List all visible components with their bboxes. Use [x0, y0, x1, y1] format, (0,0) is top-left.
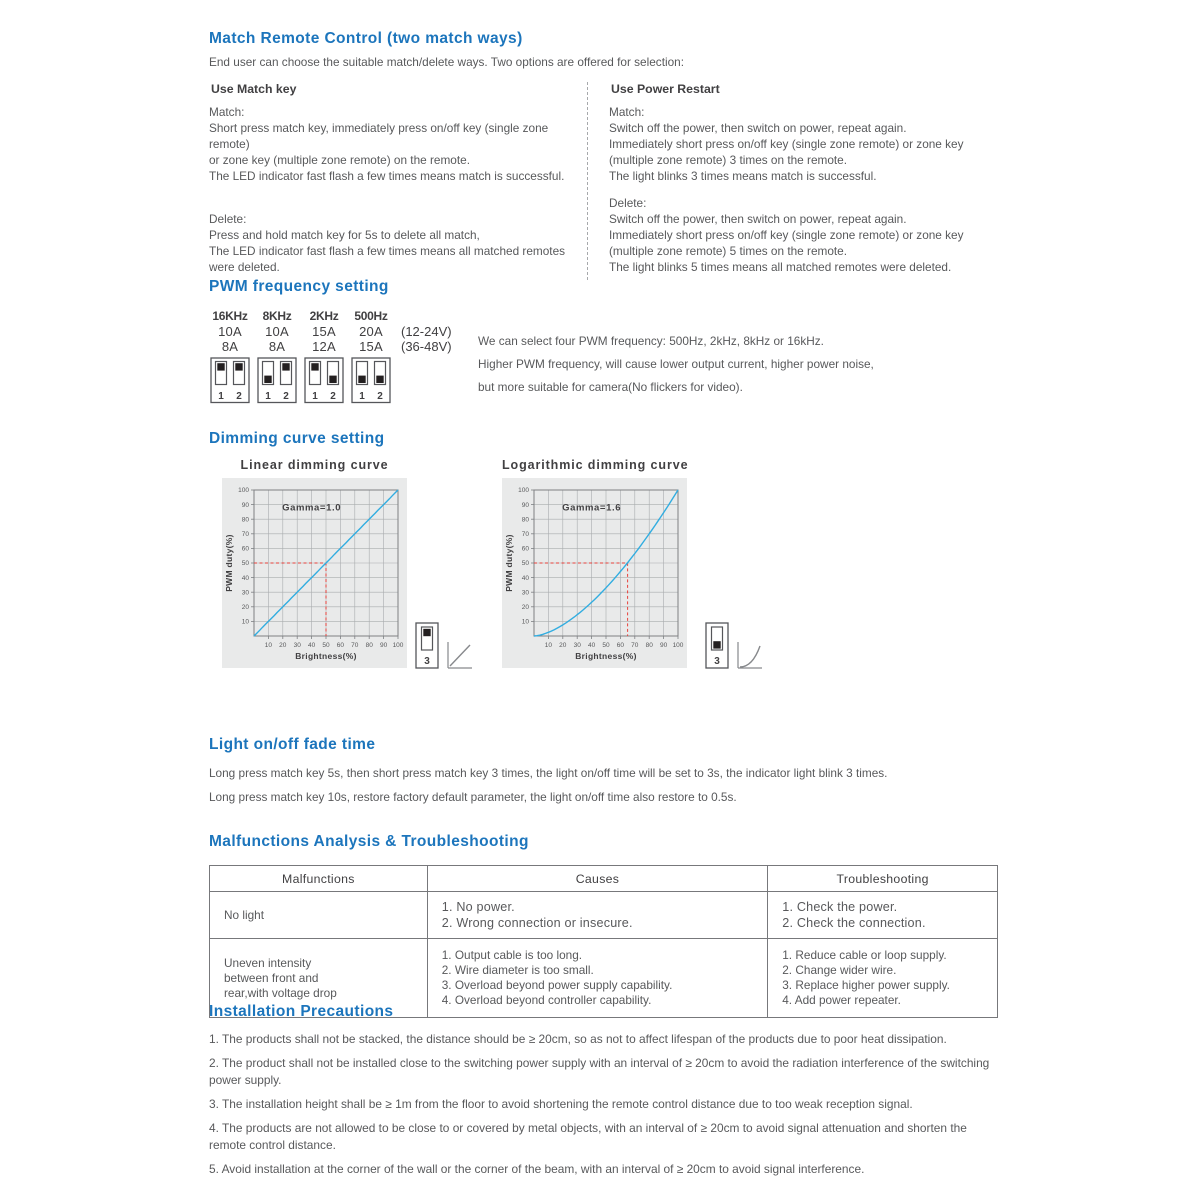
pwm-section-title: PWM frequency setting [209, 278, 389, 295]
dip-switch-icon [210, 357, 250, 404]
text-line: No light [224, 907, 264, 922]
match-lines [209, 120, 581, 184]
svg-text:50: 50 [602, 642, 610, 649]
text-line: Switch off the power, then switch on power, repeat again. [609, 212, 907, 226]
text-line: 1. Reduce cable or loop supply. [782, 947, 947, 962]
freq-label: 2KHz [309, 309, 339, 323]
svg-text:20: 20 [521, 604, 529, 611]
cell-lines [224, 908, 426, 923]
chart-plot [502, 478, 687, 668]
svg-text:80: 80 [645, 642, 653, 649]
match-instructions [209, 104, 581, 184]
svg-text:10: 10 [521, 618, 529, 626]
match-label: Match: [609, 105, 645, 119]
svg-text:60: 60 [521, 545, 529, 553]
svg-text:2: 2 [283, 391, 289, 402]
delete-instructions [609, 195, 964, 275]
svg-text:PWM duty(%): PWM duty(%) [504, 534, 514, 592]
svg-text:70: 70 [241, 531, 249, 538]
text-line: but more suitable for camera(No flickers for video). [478, 380, 743, 394]
svg-text:70: 70 [521, 531, 529, 538]
logarithmic-dimming-chart [502, 458, 687, 668]
svg-text:20: 20 [241, 604, 249, 611]
straight-line-icon [450, 645, 470, 666]
text-line: The light blinks 5 times means all matched remotes were deleted. [609, 260, 952, 274]
troubleshooting-cell [768, 892, 998, 939]
svg-text:80: 80 [365, 642, 373, 649]
text-line: 2. Change wider wire. [782, 962, 897, 977]
text-line: 2. Check the connection. [782, 916, 926, 930]
voltage-notes [401, 309, 452, 354]
match-columns [209, 82, 999, 280]
svg-text:90: 90 [659, 642, 668, 649]
svg-text:30: 30 [573, 642, 581, 649]
freq-label: 16KHz [212, 309, 248, 323]
use-power-restart-column [588, 82, 964, 280]
svg-text:60: 60 [616, 642, 625, 649]
freq-label: 500Hz [354, 309, 388, 323]
svg-text:90: 90 [521, 501, 529, 509]
svg-text:Brightness(%): Brightness(%) [575, 651, 637, 661]
dimming-curve-svg [222, 478, 407, 668]
col-header-causes: Causes [427, 866, 768, 892]
delete-lines [609, 211, 964, 275]
text-line: Immediately short press on/off key (single zone remote) or zone key [609, 228, 964, 242]
table-header-row [210, 866, 998, 892]
text-line: rear,with voltage drop [224, 985, 337, 1000]
amp-label: 10A [265, 324, 289, 339]
svg-text:50: 50 [241, 560, 249, 568]
delete-instructions [209, 211, 581, 275]
amp-label: 15A [359, 339, 383, 354]
svg-text:2: 2 [330, 391, 336, 402]
list-item: 5. Avoid installation at the corner of the wall or the corner of the beam, with an interval of ≥ 20cm to avoid signal interference. [209, 1162, 865, 1176]
troubleshooting-section [209, 833, 999, 1018]
match-remote-section [209, 30, 999, 280]
svg-text:30: 30 [241, 589, 249, 597]
fade-section-title: Light on/off fade time [209, 736, 376, 753]
svg-text:3: 3 [424, 656, 430, 667]
installation-section [209, 1003, 999, 1185]
chart-title: Linear dimming curve [240, 458, 389, 472]
text-line: 1. Output cable is too long. [441, 947, 583, 962]
text-line: 1. Check the power. [782, 900, 898, 914]
fade-time-section [209, 736, 999, 814]
svg-text:1: 1 [218, 391, 224, 402]
column-header: Use Match key [211, 82, 297, 96]
linear-dimming-chart [222, 458, 407, 668]
dip-switch-3-indicator [705, 622, 763, 670]
svg-text:40: 40 [587, 642, 596, 649]
svg-text:80: 80 [241, 516, 249, 524]
linear-curve-switch-indicator [415, 622, 473, 670]
log-curve-switch-indicator [705, 622, 763, 670]
svg-text:100: 100 [238, 487, 249, 495]
list-item: 1. The products shall not be stacked, the distance should be ≥ 20cm, so as not to affect lifespan of the products due to poor heat dissipation. [209, 1032, 947, 1046]
text-line: 2. Wire diameter is too small. [441, 962, 594, 977]
causes-cell [427, 892, 768, 939]
text-line: Immediately short press on/off key (single zone remote) or zone key [609, 137, 964, 151]
fade-section-lines [209, 766, 999, 804]
freq-label: 8KHz [262, 309, 292, 323]
troubleshooting-table [209, 865, 998, 1018]
installation-items [209, 1031, 999, 1178]
text-line: Long press match key 5s, then short press match key 3 times, the light on/off time will be set to 3s, the indicator light blink 3 times. [209, 766, 888, 780]
amp-label: 8A [268, 339, 286, 354]
svg-text:PWM duty(%): PWM duty(%) [224, 534, 234, 592]
text-line: Long press match key 10s, restore factory default parameter, the light on/off time also restore to 0.5s. [209, 790, 737, 804]
svg-text:20: 20 [279, 642, 287, 649]
svg-text:90: 90 [241, 501, 249, 509]
svg-text:70: 70 [631, 642, 639, 649]
match-label: Match: [209, 105, 245, 119]
text-line: 1. No power. [441, 900, 515, 914]
delete-lines [209, 227, 581, 275]
dip-switch-icon [257, 357, 297, 404]
match-section-title: Match Remote Control (two match ways) [209, 30, 523, 47]
col-header-malfunctions: Malfunctions [210, 866, 428, 892]
text-line: (multiple zone remote) 5 times on the remote. [609, 244, 848, 258]
cell-lines [442, 899, 764, 931]
text-line: The LED indicator fast flash a few times means match is successful. [209, 169, 565, 183]
svg-text:1: 1 [359, 391, 365, 402]
match-lines [609, 120, 964, 184]
dimming-curve-section [209, 430, 999, 690]
cell-lines [782, 899, 993, 931]
svg-text:3: 3 [714, 656, 720, 667]
svg-text:40: 40 [241, 574, 249, 582]
dip-switch-3-indicator [415, 622, 473, 670]
troubleshooting-section-title: Malfunctions Analysis & Troubleshooting [209, 833, 529, 850]
voltage-note: (36-48V) [401, 339, 452, 354]
text-line: 4. Add power repeater. [782, 993, 901, 1008]
pwm-option-2KHz [303, 309, 345, 409]
pwm-description [478, 334, 874, 403]
voltage-note: (12-24V) [401, 324, 452, 339]
match-instructions [609, 104, 964, 184]
svg-text:90: 90 [379, 642, 388, 649]
text-line: We can select four PWM frequency: 500Hz, 2kHz, 8kHz or 16kHz. [478, 334, 824, 348]
dimming-section-title: Dimming curve setting [209, 430, 385, 447]
svg-text:2: 2 [377, 391, 383, 402]
table-row [210, 892, 998, 939]
chart-title: Logarithmic dimming curve [502, 458, 689, 472]
svg-text:10: 10 [241, 618, 249, 626]
text-line: Switch off the power, then switch on power, repeat again. [609, 121, 907, 135]
amp-label: 10A [218, 324, 242, 339]
dimming-curve-svg [502, 478, 687, 668]
amp-label: 8A [221, 339, 239, 354]
svg-text:Gamma=1.0: Gamma=1.0 [282, 502, 342, 514]
text-line: Short press match key, immediately press on/off key (single zone remote) [209, 121, 549, 151]
svg-text:2: 2 [236, 391, 242, 402]
svg-text:20: 20 [559, 642, 567, 649]
dip-switch-icon [351, 357, 391, 404]
svg-text:100: 100 [672, 642, 684, 649]
pwm-frequency-section [209, 278, 999, 413]
amp-label: 15A [312, 324, 336, 339]
text-line: 3. Replace higher power supply. [782, 978, 950, 992]
text-line: The light blinks 3 times means match is successful. [609, 169, 877, 183]
svg-text:70: 70 [351, 642, 359, 649]
text-line: or zone key (multiple zone remote) on the remote. [209, 153, 470, 167]
list-item: 4. The products are not allowed to be close to or covered by metal objects, with an interval of ≥ 20cm to avoid signal attenuation and shorten the remote control distance. [209, 1121, 967, 1152]
pwm-option-8KHz [256, 309, 298, 409]
text-line: Uneven intensity [224, 955, 312, 970]
svg-text:40: 40 [521, 574, 529, 582]
amp-label: 20A [359, 324, 383, 339]
cell-lines [224, 956, 426, 1001]
text-line: between front and [224, 970, 319, 985]
svg-text:100: 100 [392, 642, 404, 649]
svg-text:30: 30 [521, 589, 529, 597]
list-item: 3. The installation height shall be ≥ 1m from the floor to avoid shortening the remote control distance due to too weak reception signal. [209, 1097, 913, 1111]
match-section-intro: End user can choose the suitable match/delete ways. Two options are offered for selection: [209, 55, 684, 69]
svg-text:50: 50 [322, 642, 330, 649]
text-line: 2. Wrong connection or insecure. [441, 916, 633, 930]
delete-label: Delete: [609, 196, 647, 210]
list-item: 2. The product shall not be installed close to the switching power supply with an interval of ≥ 20cm to avoid the radiation interference of the switching power supply. [209, 1056, 990, 1087]
pwm-option-500Hz [350, 309, 392, 409]
svg-text:100: 100 [518, 487, 529, 495]
svg-text:60: 60 [336, 642, 345, 649]
pwm-dip-switches [209, 309, 452, 409]
svg-text:60: 60 [241, 545, 249, 553]
svg-text:Gamma=1.6: Gamma=1.6 [562, 502, 622, 514]
svg-text:1: 1 [265, 391, 271, 402]
use-match-key-column [209, 82, 581, 280]
text-line: Higher PWM frequency, will cause lower output current, higher power noise, [478, 357, 874, 371]
malfunction-cell [210, 892, 428, 939]
column-header: Use Power Restart [611, 82, 720, 96]
text-line: 3. Overload beyond power supply capability. [441, 978, 673, 992]
svg-text:Brightness(%): Brightness(%) [295, 651, 357, 661]
pwm-option-16KHz [209, 309, 251, 409]
svg-text:10: 10 [544, 642, 553, 649]
svg-text:10: 10 [264, 642, 273, 649]
text-line: were deleted. [209, 260, 280, 274]
cell-lines [782, 948, 993, 1009]
col-header-troubleshooting: Troubleshooting [768, 866, 998, 892]
curved-line-icon [740, 646, 760, 667]
svg-text:30: 30 [293, 642, 301, 649]
cell-lines [442, 948, 764, 1009]
installation-section-title: Installation Precautions [209, 1003, 394, 1020]
svg-text:40: 40 [307, 642, 316, 649]
dip-switch-icon [304, 357, 344, 404]
svg-text:50: 50 [521, 560, 529, 568]
chart-plot [222, 478, 407, 668]
text-line: The LED indicator fast flash a few times means all matched remotes [209, 244, 566, 258]
svg-text:80: 80 [521, 516, 529, 524]
text-line: 4. Overload beyond controller capability. [441, 993, 652, 1008]
svg-text:1: 1 [312, 391, 318, 402]
amp-label: 12A [312, 339, 336, 354]
delete-label: Delete: [209, 212, 247, 226]
text-line: (multiple zone remote) 3 times on the remote. [609, 153, 848, 167]
text-line: Press and hold match key for 5s to delete all match, [209, 228, 480, 242]
